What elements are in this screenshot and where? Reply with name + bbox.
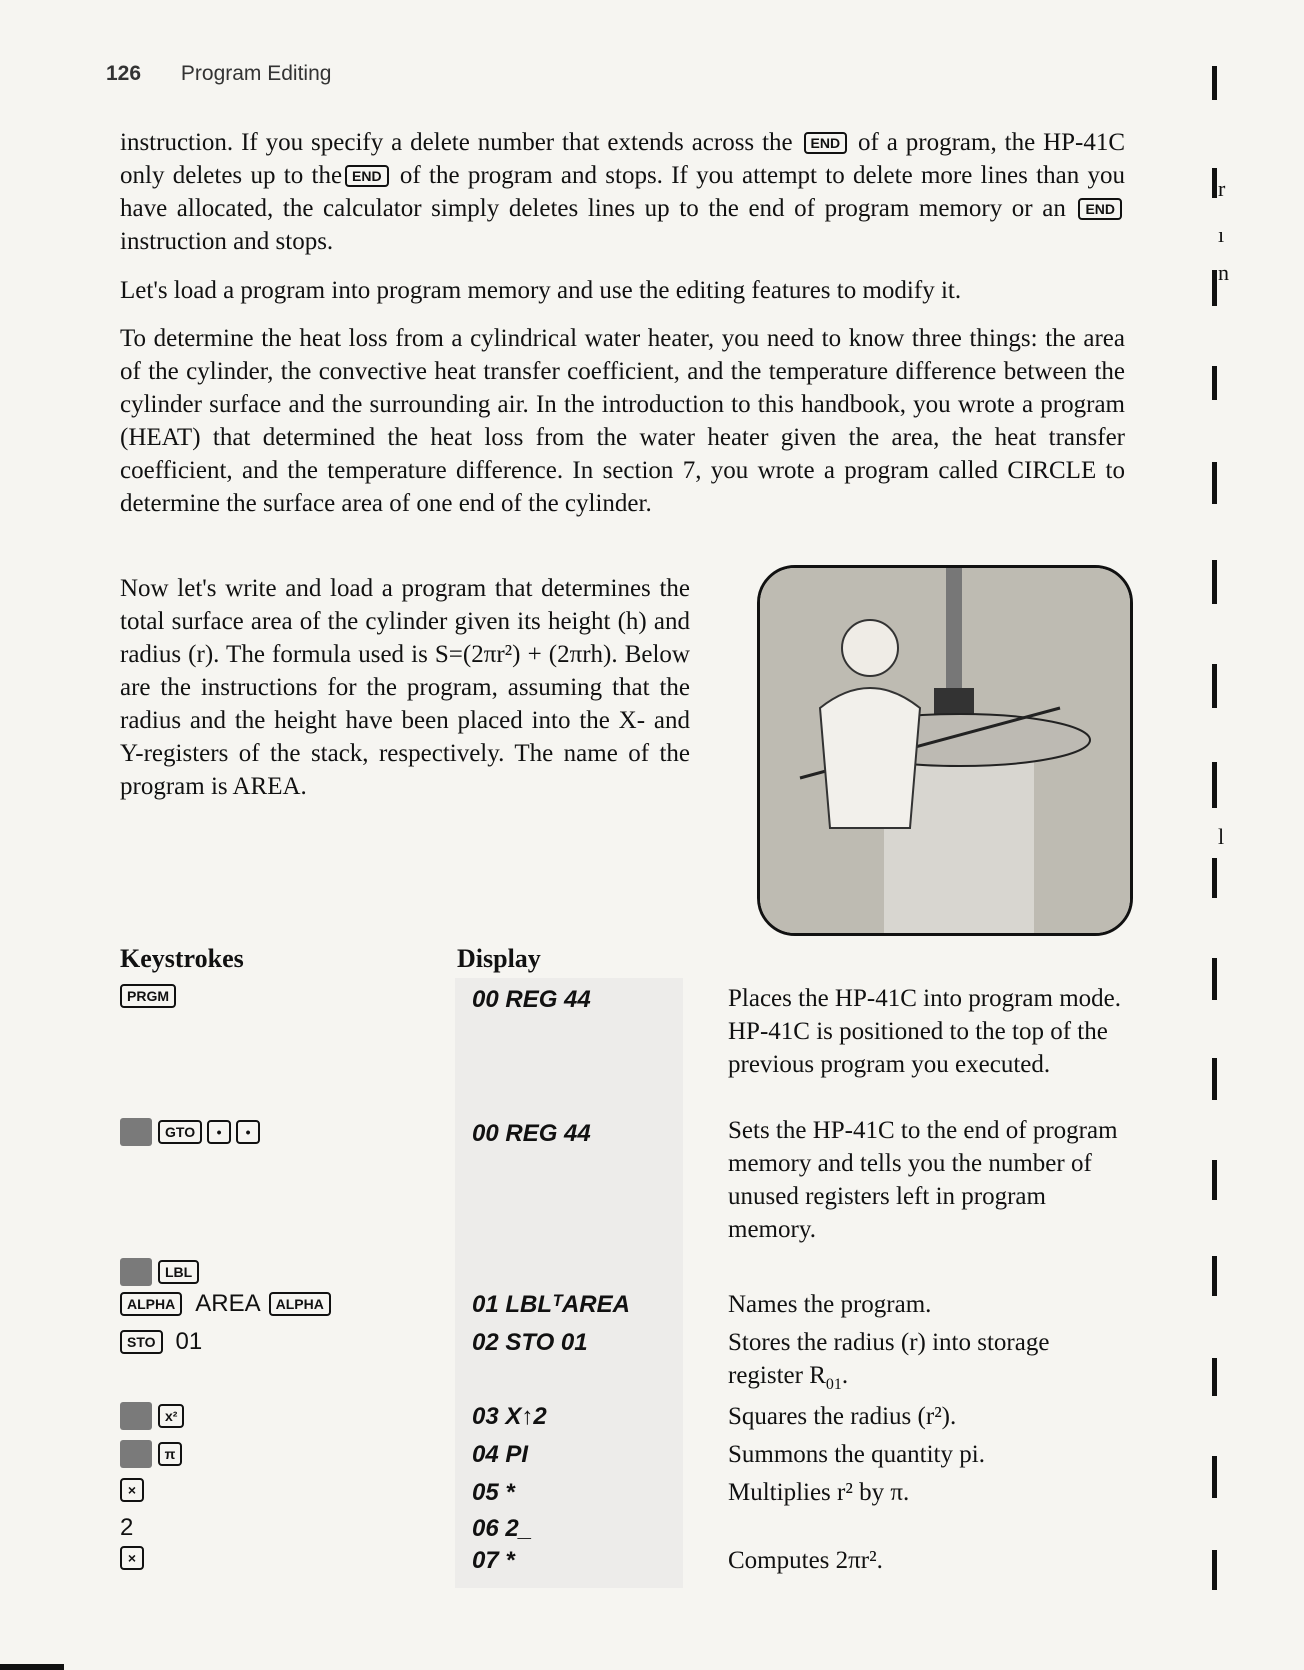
alpha-key-icon: ALPHA — [120, 1292, 182, 1316]
keystroke-cell — [120, 1118, 265, 1146]
keystroke-cell — [120, 1478, 149, 1502]
description-cell — [728, 1326, 1128, 1401]
display-cell: 05 * — [472, 1479, 515, 1506]
description-cell: Summons the quantity pi. — [728, 1441, 985, 1468]
display-cell: 06 2_ — [472, 1515, 533, 1542]
display-cell: 00 REG 44 — [472, 1120, 591, 1147]
shift-key-icon — [120, 1118, 152, 1146]
subscript: 01 — [825, 1376, 842, 1393]
keystroke-cell — [120, 1402, 189, 1430]
paragraph-area-program: Now let's write and load a program that determines the total surface area of the cylinder given its height (h) and radius (r). The formula used is S=(2πr²) + (2πrh). Below are the instructions for the program, assuming that the radius and the height have been placed into the X- and Y-registers of the stack, respectively. The name of the program is AREA. — [120, 575, 690, 800]
man-measuring-water-heater-drawing — [760, 568, 1130, 933]
edge-mark — [1212, 270, 1217, 306]
display-cell: 03 X↑2 — [472, 1403, 547, 1430]
water-heater-illustration — [757, 565, 1133, 936]
end-key-icon: END — [1078, 198, 1122, 220]
edge-char: ı — [1218, 222, 1225, 247]
edge-mark — [1212, 762, 1217, 808]
edge-mark — [1212, 462, 1217, 504]
keystroke-cell — [120, 1440, 187, 1468]
text-run: instruction and stops. — [120, 228, 334, 255]
edge-mark — [1212, 664, 1217, 708]
edge-mark — [1212, 858, 1217, 898]
x-squared-key-icon: x² — [158, 1404, 184, 1428]
display-cell: 01 LBLᵀAREA — [472, 1291, 630, 1318]
edge-char: l — [1218, 824, 1225, 849]
keystrokes-header: Keystrokes — [120, 944, 244, 973]
edge-char: n — [1218, 260, 1229, 285]
multiply-key-icon: × — [120, 1478, 144, 1502]
edge-mark — [1212, 1160, 1217, 1200]
edge-mark — [1212, 1550, 1217, 1590]
keystroke-text: AREA — [195, 1290, 261, 1317]
decimal-point-key-icon: • — [207, 1120, 231, 1144]
keystroke-cell — [120, 1514, 133, 1542]
display-cell: 07 * — [472, 1547, 515, 1574]
edge-mark — [1212, 366, 1217, 400]
section-title: Program Editing — [180, 62, 332, 85]
edge-mark — [1212, 958, 1217, 1000]
gto-key-icon: GTO — [158, 1120, 202, 1144]
page-header — [106, 62, 331, 86]
multiply-key-icon: × — [120, 1546, 144, 1570]
alpha-key-icon: ALPHA — [269, 1292, 331, 1316]
lbl-key-icon: LBL — [158, 1260, 199, 1284]
decimal-point-key-icon: • — [236, 1120, 260, 1144]
edge-mark — [1212, 1058, 1217, 1100]
text-run: instruction. If you specify a delete number that extends across the — [120, 129, 793, 156]
prgm-key-icon: PRGM — [120, 984, 176, 1008]
keystroke-cell — [120, 984, 181, 1008]
shift-key-icon — [120, 1440, 152, 1468]
display-header: Display — [457, 944, 541, 973]
keystroke-text: 2 — [120, 1514, 134, 1541]
edge-mark — [1212, 560, 1217, 604]
edge-mark — [1212, 66, 1217, 100]
keystroke-text: 01 — [175, 1328, 203, 1355]
keystroke-cell — [120, 1290, 336, 1318]
text-run: of a program, the HP-41C only deletes up to the — [120, 129, 1126, 189]
pi-key-icon: π — [158, 1442, 182, 1466]
edge-mark — [1212, 1256, 1217, 1296]
edge-mark — [1212, 1456, 1217, 1498]
display-cell: 00 REG 44 — [472, 986, 591, 1013]
paragraph-heat-loss: To determine the heat loss from a cylindrical water heater, you need to know three things: the area of the cylinder, the convective heat transfer coefficient, and the temperature difference between the cylinder surface and the surrounding air. In the introduction to this handbook, you wrote a program (HEAT) that determined the heat loss from the water heater given the area, the heat transfer coefficient, and the temperature difference. In section 7, you wrote a program called CIRCLE to determine the surface area of one end of the cylinder. — [120, 325, 1125, 517]
keystroke-cell — [120, 1546, 149, 1570]
shift-key-icon — [120, 1402, 152, 1430]
bottom-edge-mark — [0, 1664, 64, 1670]
page-number: 126 — [106, 62, 142, 85]
edge-mark — [1212, 168, 1217, 198]
paragraph-delete-behavior — [120, 126, 1125, 258]
edge-char: r — [1218, 176, 1226, 201]
description-cell: Places the HP-41C into program mode. HP-41C is positioned to the top of the previous program you executed. — [728, 985, 1121, 1078]
description-cell: Multiplies r² by π. — [728, 1479, 910, 1506]
sto-key-icon: STO — [120, 1330, 163, 1354]
text-run: . — [841, 1362, 849, 1389]
text-run: Stores the radius (r) into storage register R — [728, 1329, 1050, 1389]
keystroke-cell — [120, 1328, 210, 1356]
edge-mark — [1212, 1358, 1217, 1396]
display-cell: 02 STO 01 — [472, 1329, 588, 1356]
keystroke-cell — [120, 1258, 204, 1286]
end-key-icon: END — [345, 165, 389, 187]
description-cell: Sets the HP-41C to the end of program memory and tells you the number of unused registers left in program memory. — [728, 1117, 1118, 1243]
description-cell: Squares the radius (r²). — [728, 1403, 957, 1430]
description-cell: Names the program. — [728, 1291, 932, 1318]
end-key-icon: END — [804, 132, 848, 154]
display-cell: 04 PI — [472, 1441, 529, 1468]
text-run: of the program and stops. If you attempt to delete more lines than you have allocated, the calculator simply deletes lines up to the end of program memory or an — [120, 162, 1126, 222]
paragraph-load-program: Let's load a program into program memory and use the editing features to modify it. — [120, 277, 962, 304]
shift-key-icon — [120, 1258, 152, 1286]
description-cell: Computes 2πr². — [728, 1547, 883, 1574]
